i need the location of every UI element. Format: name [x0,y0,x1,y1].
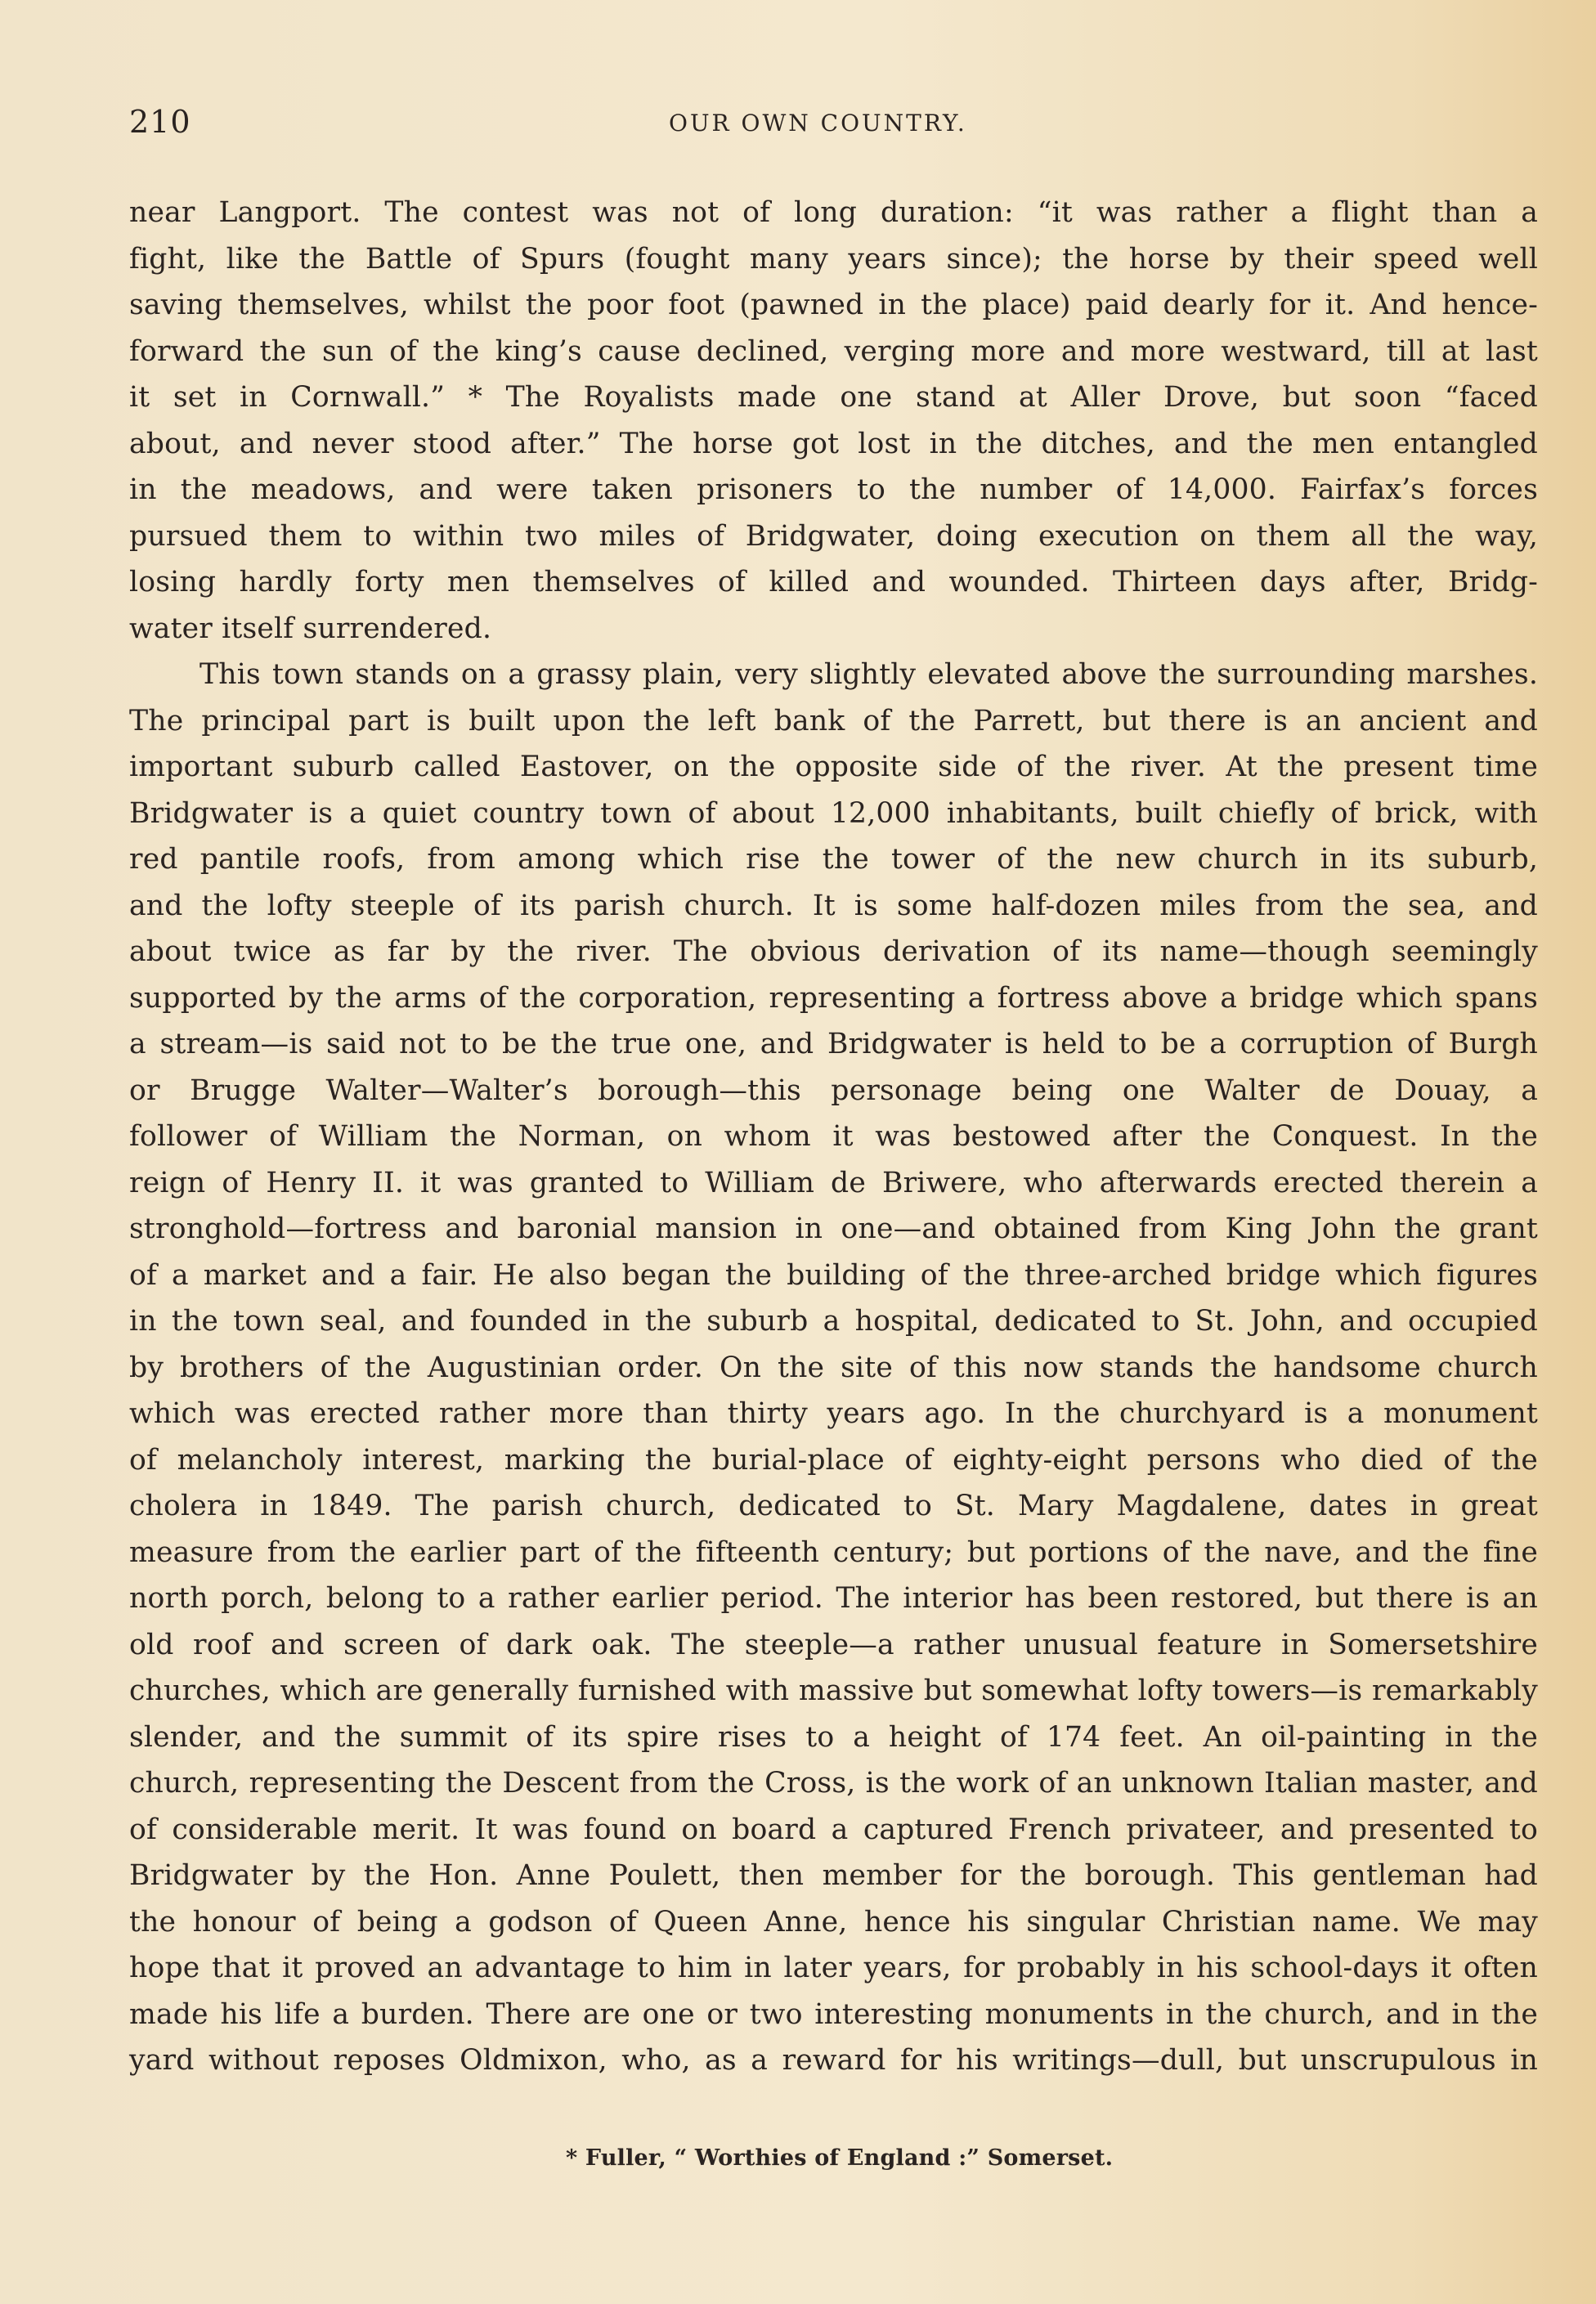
text-line: hope that it proved an advantage to him in later years, for probably in his school-days it often [129,1952,1538,1984]
text-line: water itself surrendered. [129,612,492,645]
text-line: red pantile roofs, from among which rise the tower of the new church in its suburb, [129,843,1538,876]
text-line: stronghold—fortress and baronial mansion in one—and obtained from King John the grant [129,1213,1538,1245]
text-line: made his life a burden. There are one or two interesting monuments in the church, and in the [129,1997,1538,2031]
text-line: cholera in 1849. The parish church, dedicated to St. Mary Magdalene, dates in great [129,1490,1538,1522]
text-line: church, representing the Descent from the Cross, is the work of an unknown Italian master, and [129,1767,1538,1800]
text-line: by brothers of the Augustinian order. On the site of this now stands the handsome church [129,1351,1538,1384]
text-line: measure from the earlier part of the fifteenth century; but portions of the nave, and the fine [129,1535,1538,1569]
text-line: old roof and screen of dark oak. The steeple—a rather unusual feature in Somersetshire [129,1628,1538,1661]
text-line: follower of William the Norman, on whom it was bestowed after the Conquest. In the [129,1120,1538,1153]
text-line: it set in Cornwall.” * The Royalists made one stand at Aller Drove, but soon “faced [129,381,1538,414]
text-line: of considerable merit. It was found on board a captured French privateer, and presented to [129,1813,1538,1846]
footnote: * Fuller, “ Worthies of England :” Somerset. [566,2145,1114,2171]
text-line: fight, like the Battle of Spurs (fought many years since); the horse by their speed well [129,242,1538,276]
text-line: in the town seal, and founded in the suburb a hospital, dedicated to St. John, and occupied [129,1305,1538,1338]
text-line: reign of Henry II. it was granted to William de Briwere, who afterwards erected therein a [129,1166,1538,1199]
page-number: 210 [129,104,191,140]
text-line: which was erected rather more than thirty years ago. In the churchyard is a monument [129,1397,1538,1430]
text-line: a stream—is said not to be the true one, and Bridgwater is held to be a corruption of Burgh [129,1028,1538,1060]
text-line: supported by the arms of the corporation, representing a fortress above a bridge which spans [129,981,1538,1015]
text-line: pursued them to within two miles of Bridgwater, doing execution on them all the way, [129,519,1538,553]
text-line: near Langport. The contest was not of long duration: “it was rather a flight than a [129,196,1538,229]
text-line: Bridgwater by the Hon. Anne Poulett, then member for the borough. This gentleman had [129,1859,1538,1892]
running-title: OUR OWN COUNTRY. [669,110,967,137]
text-line: forward the sun of the king’s cause declined, verging more and more westward, till at last [129,334,1538,368]
text-line: important suburb called Eastover, on the opposite side of the river. At the present time [129,751,1538,783]
text-line: north porch, belong to a rather earlier period. The interior has been restored, but there is an [129,1582,1538,1615]
text-line: about twice as far by the river. The obvious derivation of its name—though seemingly [129,935,1538,968]
text-line: saving themselves, whilst the poor foot (pawned in the place) paid dearly for it. And hence- [129,289,1538,321]
text-line: yard without reposes Oldmixon, who, as a reward for his writings—dull, but unscrupulous in [129,2044,1538,2077]
text-line: about, and never stood after.” The horse got lost in the ditches, and the men entangled [129,427,1538,460]
text-line: slender, and the summit of its spire rises to a height of 174 feet. An oil-painting in the [129,1720,1538,1754]
body-text [129,190,1538,2084]
text-line: the honour of being a godson of Queen Anne, hence his singular Christian name. We may [129,1905,1538,1939]
text-line: and the lofty steeple of its parish church. It is some half-dozen miles from the sea, and [129,889,1538,922]
paragraph-start-line: This town stands on a grassy plain, very slightly elevated above the surrounding marshes. [200,658,1538,691]
text-line: churches, which are generally furnished with massive but somewhat lofty towers—is remarkably [129,1674,1538,1707]
text-line: Bridgwater is a quiet country town of about 12,000 inhabitants, built chiefly of brick, with [129,796,1538,830]
text-line: of melancholy interest, marking the burial-place of eighty-eight persons who died of the [129,1443,1538,1477]
text-line: or Brugge Walter—Walter’s borough—this personage being one Walter de Douay, a [129,1074,1538,1107]
text-line: losing hardly forty men themselves of killed and wounded. Thirteen days after, Bridg- [129,566,1538,598]
text-line: in the meadows, and were taken prisoners to the number of 14,000. Fairfax’s forces [129,473,1538,506]
text-line: The principal part is built upon the left bank of the Parrett, but there is an ancient and [129,704,1538,737]
text-line: of a market and a fair. He also began the building of the three-arched bridge which figures [129,1258,1538,1292]
